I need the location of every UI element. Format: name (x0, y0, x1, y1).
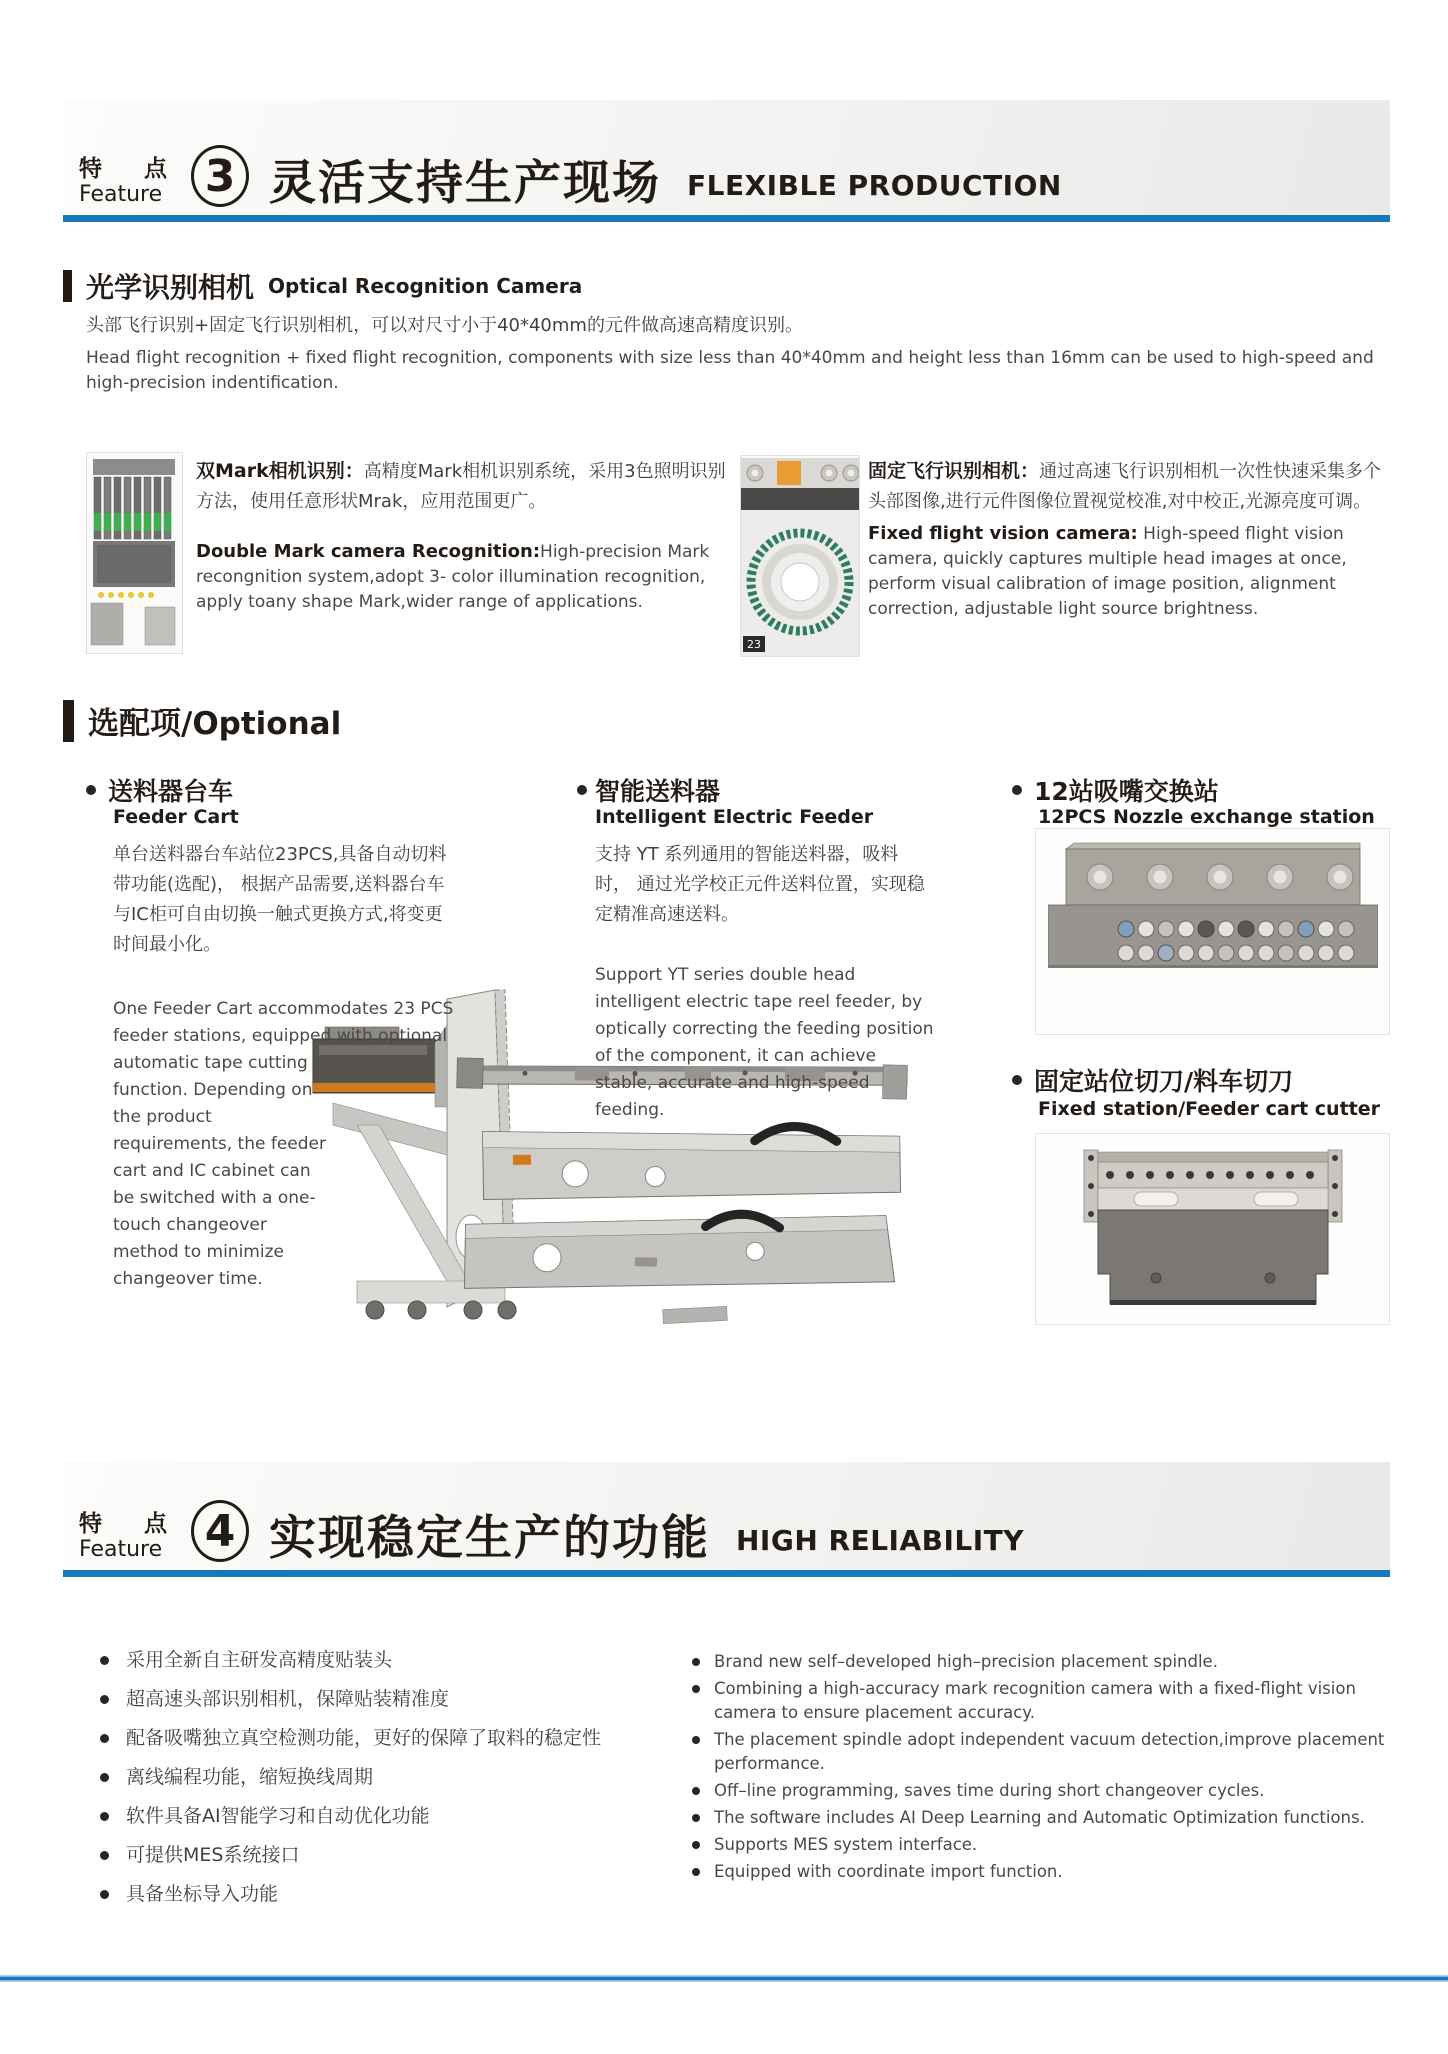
bullet-dot (692, 1868, 700, 1876)
cutter-title-zh: 固定站位切刀/料车切刀 (1034, 1067, 1294, 1096)
bullet-item: 超高速头部识别相机，保障贴装精准度 (100, 1685, 680, 1714)
optional-title: 选配项/Optional (88, 706, 342, 742)
feature4-number-badge: 4 (191, 1500, 249, 1562)
feeder-cart-desc-en-2: automatic tape cutting function. Depending on the product requirements, the feeder cart and IC cabinet can be switched with a one-touch changeover method to minimize changeover time. (113, 1053, 327, 1289)
optional-section-heading (63, 698, 341, 743)
bullet-item: 离线编程功能，缩短换线周期 (100, 1763, 680, 1792)
electric-feeder-heading (577, 772, 720, 808)
bullet-dot (692, 1787, 700, 1795)
bullet-dot (1012, 1075, 1022, 1085)
feeder-cart-desc-zh: 单台送料器台车站位23PCS,具备自动切料带功能(选配)， 根据产品需要,送料器台车与IC柜可自由切换一触式更换方式,将变更时间最小化。 (113, 844, 447, 955)
bullet-item: The placement spindle adopt independent vacuum detection,improve placement performance. (692, 1728, 1392, 1776)
optical-section-heading (63, 266, 582, 306)
bullet-dot (86, 785, 96, 795)
feeder-cart-title-en: Feeder Cart (113, 806, 239, 828)
feature4-header-band (63, 1462, 1390, 1577)
nozzle-station-image (1035, 828, 1390, 1035)
feature3-label (79, 156, 209, 207)
feature3-title-zh: 灵活支持生产现场 (269, 156, 661, 211)
bullet-item: Supports MES system interface. (692, 1833, 1392, 1857)
optical-title-en: Optical Recognition Camera (268, 274, 583, 298)
reliability-list-en (692, 1650, 1392, 1887)
electric-feeder-desc-en: Support YT series double head intelligent electric tape reel feeder, by optically correcting the feeding position of the component, it can achieve stable, accurate and high-speed feeding. (595, 965, 934, 1120)
feeder-cart-heading (86, 772, 233, 808)
feature3-label-zh: 特点 (79, 156, 209, 183)
feature3-number-badge: 3 (191, 145, 249, 207)
bullet-item: Brand new self–developed high–precision placement spindle. (692, 1650, 1392, 1674)
fixed-camera-lead-zh: 固定飞行识别相机： (868, 460, 1040, 482)
feature4-title-zh: 实现稳定生产的功能 (269, 1511, 710, 1566)
nozzle-station-title-en: 12PCS Nozzle exchange station (1038, 806, 1375, 828)
feeder-cart-title-zh: 送料器台车 (108, 777, 234, 806)
bullet-item: 具备坐标导入功能 (100, 1880, 680, 1909)
bullet-dot (692, 1685, 700, 1693)
bullet-dot (692, 1736, 700, 1744)
optical-desc-zh: 头部飞行识别+固定飞行识别相机，可以对尺寸小于40*40mm的元件做高速高精度识别。 (86, 315, 803, 336)
heading-bar (63, 270, 72, 302)
bullet-item: 采用全新自主研发高精度贴装头 (100, 1646, 680, 1675)
bullet-dot (100, 1890, 109, 1899)
feature3-header-band (63, 100, 1390, 222)
cutter-title-en: Fixed station/Feeder cart cutter (1038, 1098, 1380, 1120)
camera-badge-label: 23 (747, 638, 761, 651)
electric-feeder-desc-zh: 支持 YT 系列通用的智能送料器，吸料时， 通过光学校正元件送料位置，实现稳定精准高速送料。 (595, 844, 925, 925)
mark-camera-block (196, 456, 728, 615)
cutter-heading (1012, 1062, 1293, 1098)
fixed-camera-desc-zh: 固定飞行识别相机：通过高速飞行识别相机一次性快速采集多个头部图像,进行元件图像位置视觉校准,对中校正,光源亮度可调。 (868, 460, 1382, 512)
bullet-dot (100, 1812, 109, 1821)
bullet-dot (100, 1734, 109, 1743)
mark-camera-lead-zh: 双Mark相机识别： (196, 460, 364, 482)
electric-feeder-title-zh: 智能送料器 (595, 777, 721, 806)
footer-rule (0, 1975, 1448, 1982)
bullet-item: Equipped with coordinate import function. (692, 1860, 1392, 1884)
fixed-camera-block (868, 456, 1396, 622)
mark-camera-lead-en: Double Mark camera Recognition: (196, 541, 541, 562)
feeder-cart-desc-en-1: One Feeder Cart accommodates 23 PCS feeder stations, equipped with optional (113, 999, 454, 1046)
bullet-dot (1012, 785, 1022, 795)
fixed-flight-camera-image (740, 455, 860, 657)
nozzle-station-title-zh: 12站吸嘴交换站 (1034, 777, 1219, 806)
feature4-title-en: HIGH RELIABILITY (736, 1524, 1025, 1557)
feature4-label (79, 1511, 209, 1562)
feature4-label-zh: 特点 (79, 1511, 209, 1538)
optical-desc-en: Head flight recognition + fixed flight recognition, components with size less than 40*40mm and height less than 16mm can be used to high-speed and high-precision indentification. (86, 348, 1374, 393)
electric-feeder-image (455, 1100, 915, 1330)
fixed-camera-desc-en: Fixed flight vision camera: High-speed flight vision camera, quickly captures multiple head images at once, perform visual calibration of image position, alignment correction, adjustable light source brightness. (868, 523, 1347, 619)
reliability-list-zh (100, 1646, 680, 1919)
heading-bar (63, 700, 74, 742)
electric-feeder-title-en: Intelligent Electric Feeder (595, 806, 874, 828)
bullet-dot (100, 1851, 109, 1860)
bullet-item: 可提供MES系统接口 (100, 1841, 680, 1870)
feature3-label-en: Feature (79, 181, 163, 207)
bullet-dot (692, 1658, 700, 1666)
bullet-item: 软件具备AI智能学习和自动优化功能 (100, 1802, 680, 1831)
mark-camera-image (86, 452, 183, 654)
optical-title-zh: 光学识别相机 (86, 271, 255, 304)
fixed-camera-lead-en: Fixed flight vision camera: (868, 523, 1138, 544)
bullet-dot (692, 1814, 700, 1822)
mark-camera-desc-zh: 双Mark相机识别：高精度Mark相机识别系统，采用3色照明识别方法，使用任意形状Mrak，应用范围更广。 (196, 460, 726, 512)
feature3-title-en: FLEXIBLE PRODUCTION (687, 169, 1062, 202)
feature4-label-en: Feature (79, 1536, 163, 1562)
bullet-item: Combining a high-accuracy mark recognition camera with a fixed-flight vision camera to ensure placement accuracy. (692, 1677, 1392, 1725)
nozzle-station-heading (1012, 772, 1219, 808)
bullet-dot (100, 1695, 109, 1704)
bullet-dot (692, 1841, 700, 1849)
bullet-item: 配备吸嘴独立真空检测功能，更好的保障了取料的稳定性 (100, 1724, 680, 1753)
mark-camera-desc-en: Double Mark camera Recognition:High-precision Mark recongnition system,adopt 3- color illumination recognition, apply toany shape Mark,wider range of applications. (196, 541, 710, 612)
bullet-dot (100, 1656, 109, 1665)
bullet-item: Off–line programming, saves time during short changeover cycles. (692, 1779, 1392, 1803)
cutter-image (1035, 1133, 1390, 1325)
bullet-dot (100, 1773, 109, 1782)
bullet-dot (577, 785, 587, 795)
bullet-item: The software includes AI Deep Learning and Automatic Optimization functions. (692, 1806, 1392, 1830)
